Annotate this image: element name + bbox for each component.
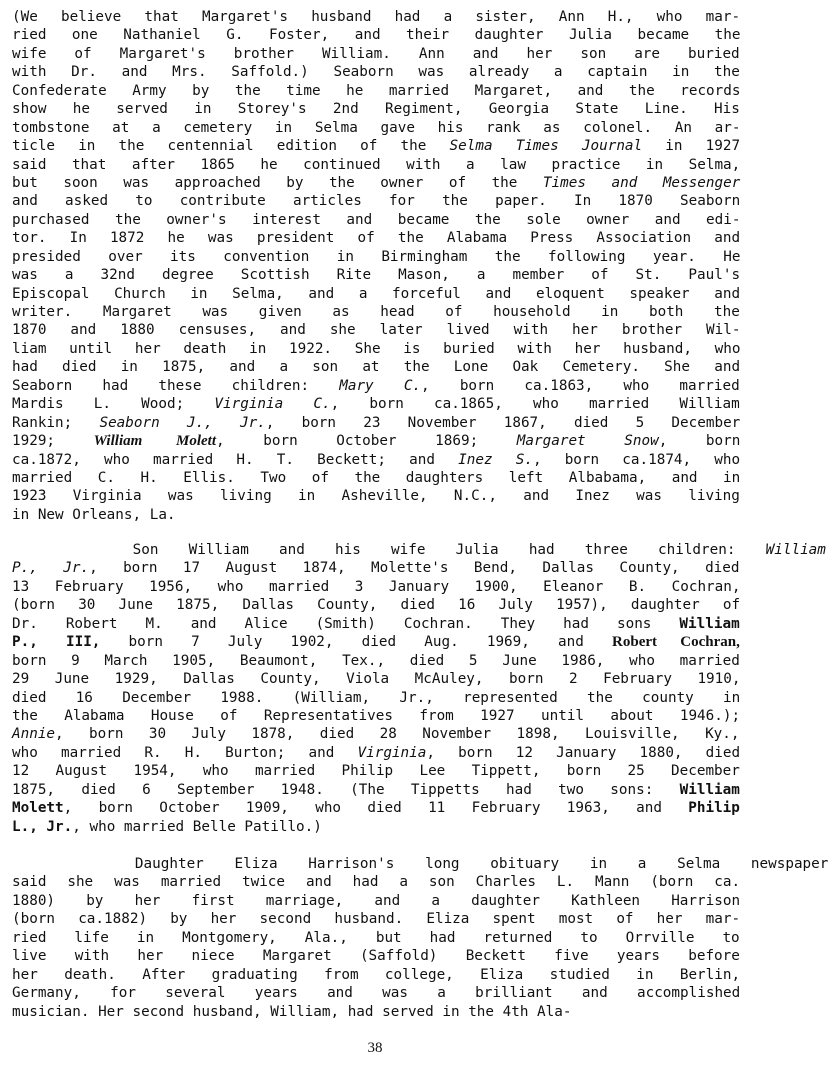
text-run: born 7 July 1902, died Aug. 1969, and (100, 634, 613, 651)
italic-name: Annie (12, 726, 56, 743)
paragraph-2 (12, 541, 826, 836)
paragraph-1 (12, 8, 740, 524)
italic-name: Margaret Snow (516, 433, 659, 450)
text-run: (born ca.1882) by her second husband. Eliza spent most of her mar- (12, 911, 741, 928)
text-line (12, 451, 740, 469)
text-run: and asked to contribute articles for the paper. In 1870 Seaborn (12, 193, 741, 210)
text-line (12, 707, 740, 725)
text-line (12, 1003, 740, 1021)
text-run: writer. Margaret was given as head of household in both the (12, 304, 740, 320)
text-line (12, 414, 740, 432)
text-line (12, 119, 740, 137)
text-line (12, 744, 740, 762)
italic-name: Inez S. (458, 451, 533, 468)
text-line (12, 321, 740, 339)
text-run: Confederate Army by the time he married Margaret, and the records (12, 82, 741, 99)
text-line (12, 63, 740, 81)
text-run: , who married Belle Patillo.) (72, 818, 322, 835)
text-run: , born 23 November 1867, died 5 December (265, 414, 741, 431)
text-line (12, 652, 740, 670)
text-run: musician. Her second husband, William, had served in the 4th Ala- (12, 1003, 572, 1020)
text-run: said that after 1865 he continued with a law practice in Selma, (12, 156, 741, 173)
text-line (12, 725, 740, 743)
text-run: but soon was approached by the owner of the (12, 174, 543, 191)
text-run: the Alabama House of Representatives from 1927 until about 1946.); (12, 707, 741, 724)
text-run: had died in 1875, and a son at the Lone Oak Cemetery. She and (12, 359, 741, 376)
text-run: , born 30 July 1878, died 28 November 1898, Louisville, Ky., (55, 726, 740, 743)
text-run: ried one Nathaniel G. Foster, and their daughter Julia became the (12, 27, 741, 44)
text-line (12, 340, 740, 358)
text-run: her death. After graduating from college, Eliza studied in Berlin, (12, 966, 741, 983)
text-line (12, 541, 826, 559)
text-run: ried life in Montgomery, Ala., but had returned to Orrville to (12, 929, 740, 946)
text-line (12, 892, 740, 910)
italic-name: Selma Times Journal (449, 138, 643, 155)
bold-name: Robert Cochran, (612, 634, 740, 651)
text-run: Daughter Eliza Harrison's long obituary in a Selma newspaper (12, 856, 828, 872)
text-run: 1880) by her first marriage, and a daughter Kathleen Harrison (12, 892, 741, 909)
text-line (12, 855, 828, 873)
text-line (12, 358, 740, 376)
text-line (12, 248, 740, 266)
text-line (12, 966, 740, 984)
text-line (12, 873, 740, 891)
text-run: 1870 and 1880 censuses, and she later lived with her brother Wil- (12, 322, 741, 339)
text-line (12, 670, 740, 688)
text-line (12, 45, 740, 63)
paragraph-3 (12, 855, 828, 1021)
text-run: presided over its convention in Birmingham the following year. He (12, 248, 741, 265)
italic-name: Times and Messenger (542, 174, 741, 191)
text-run: 13 February 1956, who married 3 January 1900, Eleanor B. Cochran, (12, 578, 741, 595)
text-run: , born ca.1863, who married (421, 377, 740, 394)
text-line (12, 377, 740, 395)
text-line (12, 578, 740, 596)
bold-italic-name: William Molett (93, 433, 217, 450)
text-run: wife of Margaret's brother William. Ann and her son are buried (12, 45, 740, 62)
text-run: born 9 March 1905, Beaumont, Tex., died 5 June 1986, who married (12, 652, 740, 669)
text-run: Son William and his wife Julia had three children: (12, 542, 766, 558)
bold-name: Molett (12, 800, 64, 817)
text-line (12, 395, 740, 413)
text-run: 29 June 1929, Dallas County, Viola McAuley, born 2 February 1910, (12, 671, 741, 688)
text-run: (We believe that Margaret's husband had a sister, Ann H., who mar- (12, 9, 741, 25)
italic-name: William (765, 542, 826, 558)
text-line (12, 266, 740, 284)
italic-name: Mary C. (339, 377, 422, 394)
text-line (12, 174, 740, 192)
text-line (12, 432, 740, 450)
page-number: 38 (367, 1040, 383, 1056)
text-line (12, 781, 740, 799)
text-line (12, 156, 740, 174)
text-line (12, 8, 740, 26)
text-line (12, 799, 740, 817)
text-run: 12 August 1954, who married Philip Lee Tippett, born 25 December (12, 763, 740, 780)
text-line (12, 762, 740, 780)
text-run: purchased the owner's interest and became the sole owner and edi- (12, 211, 741, 228)
text-run: said she was married twice and had a son Charles L. Mann (born ca. (12, 874, 741, 891)
text-run: Episcopal Church in Selma, and a forceful and eloquent speaker and (12, 285, 741, 302)
text-run: was a 32nd degree Scottish Rite Mason, a member of St. Paul's (12, 267, 741, 284)
text-line (12, 689, 740, 707)
text-run: , born (658, 433, 741, 450)
text-line (12, 211, 740, 229)
text-line (12, 910, 740, 928)
text-line (12, 100, 740, 118)
italic-name: Virginia (357, 744, 427, 761)
text-run: married C. H. Ellis. Two of the daughters left Albabama, and in (12, 469, 741, 486)
text-run: Rankin; (12, 414, 100, 431)
text-run: died 16 December 1988. (William, Jr., represented the county in (12, 689, 741, 706)
text-run: , born 12 January 1880, died (426, 744, 741, 761)
text-run: 1929; (12, 433, 94, 450)
text-run: (born 30 June 1875, Dallas County, died 16 July 1957), daughter of (12, 597, 741, 614)
text-run: , born 17 August 1874, Molette's Bend, Dallas County, died (89, 560, 740, 577)
text-line (12, 506, 740, 524)
text-line (12, 984, 740, 1002)
text-line (12, 559, 740, 577)
text-run: Germany, for several years and was a brilliant and accomplished (12, 985, 741, 1002)
text-run: , born ca.1865, who married William (330, 396, 740, 413)
bold-name: Philip (688, 800, 740, 817)
text-run: tor. In 1872 he was president of the Alabama Press Association and (12, 230, 741, 247)
text-line (12, 303, 740, 321)
text-run: Mardis L. Wood; (12, 396, 215, 413)
text-run: 1875, died 6 September 1948. (The Tippetts had two sons: (12, 781, 680, 798)
text-line (12, 947, 740, 965)
text-run: , born ca.1874, who (532, 451, 741, 468)
text-line (12, 82, 740, 100)
text-run: Dr. Robert M. and Alice (Smith) Cochran. They had sons (12, 615, 680, 632)
text-run: who married R. H. Burton; and (12, 744, 358, 761)
text-run: live with her niece Margaret (Saffold) Beckett five years before (12, 948, 740, 965)
text-run: Seaborn had these children: (12, 377, 340, 394)
text-run: with Dr. and Mrs. Saffold.) Seaborn was already a captain in the (12, 64, 740, 81)
italic-name: Seaborn J., Jr. (99, 414, 266, 431)
text-run: , born October 1869; (216, 433, 517, 450)
text-run: ticle in the centennial edition of the (12, 138, 450, 155)
bold-name: P., III, (12, 634, 101, 651)
text-line (12, 285, 740, 303)
text-line (12, 137, 740, 155)
text-run: liam until her death in 1922. She is buried with her husband, who (12, 340, 741, 357)
italic-name: P., Jr. (12, 560, 90, 577)
text-line (12, 633, 740, 651)
text-line (12, 469, 740, 487)
text-line (12, 229, 740, 247)
text-line (12, 596, 740, 614)
text-run: , born October 1909, who died 11 February 1963, and (63, 800, 689, 817)
text-run: show he served in Storey's 2nd Regiment, Georgia State Line. His (12, 101, 740, 118)
text-line (12, 615, 740, 633)
text-line (12, 929, 740, 947)
text-run: 1923 Virginia was living in Asheville, N.C., and Inez was living (12, 488, 740, 505)
bold-name: William (679, 615, 740, 632)
text-line (12, 487, 740, 505)
text-line (12, 192, 740, 210)
text-line (12, 818, 740, 836)
text-run: tombstone at a cemetery in Selma gave his rank as colonel. An ar- (12, 119, 741, 136)
text-run: in New Orleans, La. (12, 506, 176, 523)
text-run: in 1927 (642, 138, 741, 155)
text-line (12, 26, 740, 44)
text-run: ca.1872, who married H. T. Beckett; and (12, 451, 459, 468)
bold-name: L., Jr. (12, 818, 73, 835)
bold-name: William (679, 781, 740, 798)
italic-name: Virginia C. (214, 396, 331, 413)
